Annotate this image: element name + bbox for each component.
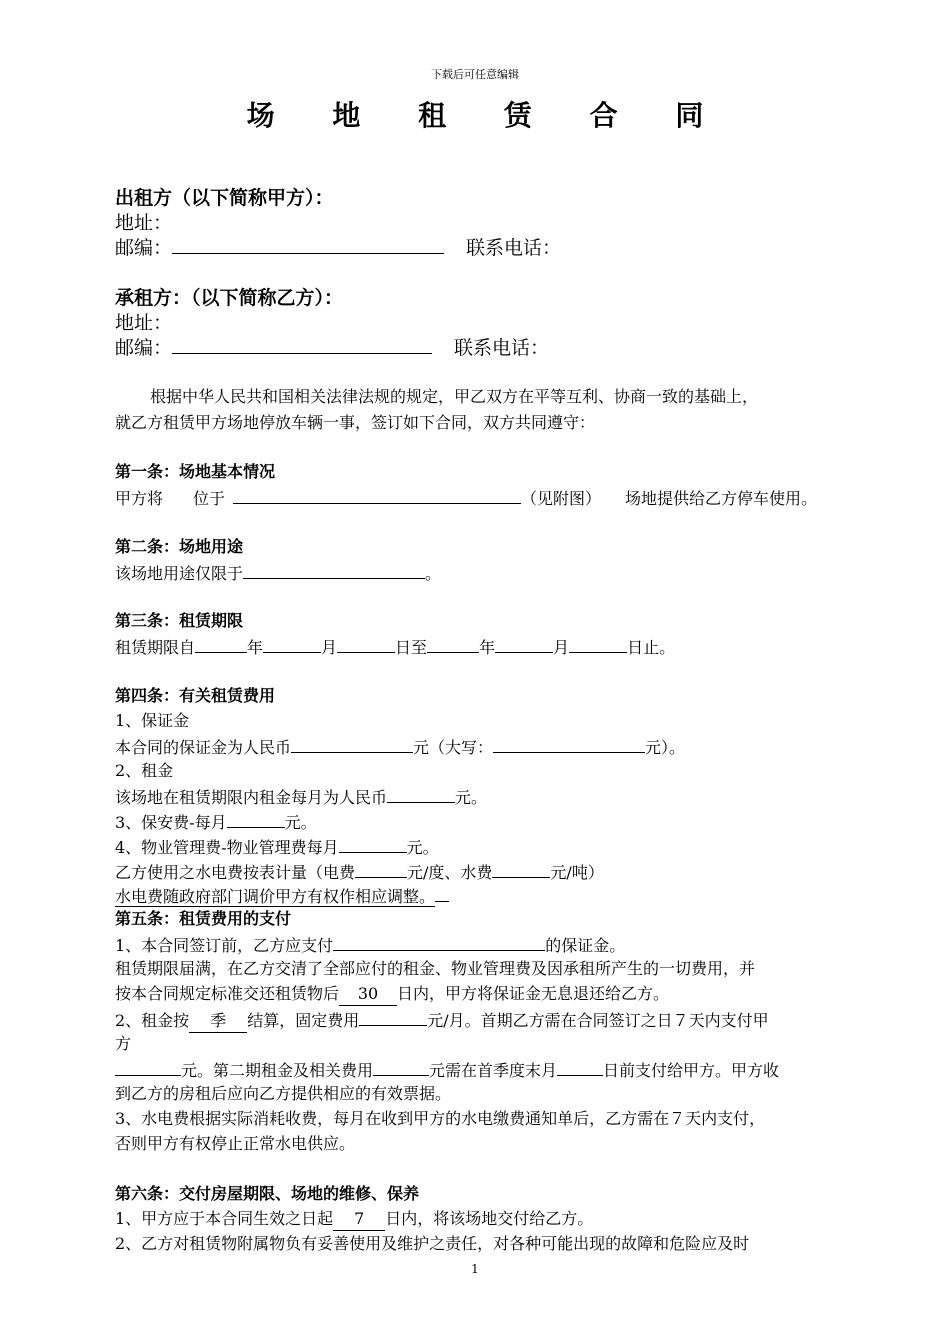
- article-5-line-3: [115, 983, 669, 1006]
- settle-text-a: 2、租金按: [115, 1011, 190, 1030]
- article-5-line-5: 方: [115, 1034, 132, 1053]
- deposit-amount-blank[interactable]: [291, 735, 413, 753]
- deposit-text-c: 元）。: [645, 738, 686, 757]
- lessor-phone-label: 联系电话：: [466, 237, 562, 259]
- day-to-label: 日至: [395, 638, 428, 657]
- utilities-adjust-line: [115, 884, 449, 908]
- payment-day-blank[interactable]: [557, 1058, 603, 1076]
- page-header: 下载后可任意编辑: [431, 68, 519, 81]
- article-5-line-9: 否则甲方有权停止正常水电供应。: [115, 1134, 356, 1153]
- prepay-deposit-blank[interactable]: [333, 933, 545, 951]
- start-day-blank[interactable]: [337, 635, 395, 653]
- lessee-postcode-label: 邮编：: [115, 337, 173, 359]
- lessee-postcode-blank[interactable]: [172, 336, 432, 354]
- month-label-2: 月: [553, 638, 570, 657]
- article-3-heading: 第三条：租赁期限: [115, 611, 244, 630]
- management-fee-blank[interactable]: [339, 835, 407, 853]
- article-5-line-2: 租赁期限届满，在乙方交清了全部应付的租金、物业管理费及因承租所产生的一切费用，并: [115, 959, 756, 978]
- article-6-line-2: 2、乙方对租赁物附属物负有妥善使用及维护之责任，对各种可能出现的故障和危险应及时: [115, 1234, 750, 1253]
- handover-days-value[interactable]: 7: [333, 1208, 385, 1231]
- second-payment-blank[interactable]: [373, 1058, 429, 1076]
- article-3-line: [115, 635, 675, 659]
- end-month-blank[interactable]: [495, 635, 553, 653]
- rent-amount-blank[interactable]: [387, 785, 455, 803]
- term-from-label: 租赁期限自: [115, 638, 196, 657]
- settle-text-c: 元/月。首期乙方需在合同签订之日７天内支付甲: [427, 1011, 769, 1030]
- utilities-text-a: 乙方使用之水电费按表计量（电费: [115, 863, 356, 882]
- article-5-line-6: [115, 1058, 779, 1082]
- utilities-line: [115, 860, 604, 884]
- prepay-text-b: 的保证金。: [545, 936, 626, 955]
- refund-text-b: 日内，甲方将保证金无息退还给乙方。: [397, 984, 670, 1003]
- article-5-line-8: 3、水电费根据实际消耗收费，每月在收到甲方的水电缴费通知单后，乙方需在７天内支付，: [115, 1109, 766, 1128]
- year-label: 年: [247, 638, 264, 657]
- article-6-heading: 第六条：交付房屋期限、场地的维修、保养: [115, 1184, 420, 1203]
- security-fee-blank[interactable]: [227, 810, 285, 828]
- utilities-adjust-text: 水电费随政府部门调价甲方有权作相应调整。: [115, 887, 436, 906]
- article-2-text-b: 。: [425, 564, 442, 583]
- deposit-line: [115, 735, 685, 759]
- utilities-text-c: 元/吨）: [550, 863, 604, 882]
- electricity-price-blank[interactable]: [355, 860, 407, 878]
- article-1-text-a: 甲方将: [115, 489, 164, 508]
- usage-blank[interactable]: [243, 561, 425, 579]
- water-price-blank[interactable]: [492, 860, 550, 878]
- handover-text-b: 日内，将该场地交付给乙方。: [385, 1209, 594, 1228]
- article-4-heading: 第四条：有关租赁费用: [115, 686, 276, 705]
- article-2-text-a: 该场地用途仅限于: [115, 564, 244, 583]
- utilities-text-b: 元/度、水费: [407, 863, 493, 882]
- settle-text-b: 结算，固定费用: [247, 1011, 360, 1030]
- security-fee-text-b: 元。: [284, 813, 317, 832]
- day-end-label: 日止。: [627, 638, 676, 657]
- lessor-heading: 出租方（以下简称甲方）：: [115, 187, 334, 209]
- article-5-heading: 第五条：租赁费用的支付: [115, 909, 292, 928]
- location-blank[interactable]: [233, 486, 521, 504]
- security-fee-text-a: 3、保安费-每月: [115, 813, 227, 832]
- end-year-blank[interactable]: [427, 635, 479, 653]
- lessor-postcode-blank[interactable]: [172, 236, 444, 254]
- article-6-line-1: [115, 1208, 593, 1231]
- lessor-postcode-line: [115, 236, 561, 260]
- rent-text-a: 该场地在租赁期限内租金每月为人民币: [115, 788, 388, 807]
- intro-line-2: 就乙方租赁甲方场地停放车辆一事，签订如下合同，双方共同遵守：: [115, 413, 596, 432]
- lessee-address: 地址：: [115, 312, 173, 334]
- refund-days-value[interactable]: 30: [339, 983, 397, 1006]
- article-2-heading: 第二条：场地用途: [115, 537, 244, 556]
- fixed-fee-blank[interactable]: [359, 1008, 427, 1026]
- second-payment-text-c: 日前支付给甲方。甲方收: [603, 1061, 780, 1080]
- article-5-line-4: [115, 1008, 769, 1033]
- prepay-text-a: 1、本合同签订前，乙方应支付: [115, 936, 334, 955]
- lessor-postcode-label: 邮编：: [115, 237, 173, 259]
- lessee-phone-label: 联系电话：: [454, 337, 550, 359]
- start-year-blank[interactable]: [195, 635, 247, 653]
- security-fee-line: [115, 810, 317, 834]
- intro-line-1: 根据中华人民共和国相关法律法规的规定，甲乙双方在平等互利、协商一致的基础上，: [150, 387, 759, 406]
- deposit-item: 1、保证金: [115, 711, 190, 730]
- document-title: 场 地 租 赁 合 同: [246, 99, 728, 132]
- management-fee-text-b: 元。: [406, 838, 439, 857]
- page-number: 1: [471, 1262, 479, 1276]
- article-1-line: [115, 486, 817, 510]
- deposit-words-blank[interactable]: [493, 735, 645, 753]
- first-payment-blank[interactable]: [115, 1058, 181, 1076]
- rent-text-b: 元。: [455, 788, 488, 807]
- start-month-blank[interactable]: [263, 635, 321, 653]
- settle-period-value[interactable]: 季: [189, 1010, 247, 1033]
- lessee-postcode-line: [115, 336, 549, 360]
- article-1-heading: 第一条：场地基本情况: [115, 462, 276, 481]
- management-fee-line: [115, 835, 439, 859]
- article-1-text-b: 位于: [193, 489, 226, 508]
- article-1-text-c: （见附图）: [521, 489, 602, 508]
- deposit-text-b: 元（大写：: [413, 738, 494, 757]
- article-5-line-7: 到乙方的房租后应向乙方提供相应的有效票据。: [115, 1084, 452, 1103]
- handover-text-a: 1、甲方应于本合同生效之日起: [115, 1209, 334, 1228]
- rent-item: 2、租金: [115, 761, 174, 780]
- month-label: 月: [321, 638, 338, 657]
- article-1-text-d: 场地提供给乙方停车使用。: [625, 489, 818, 508]
- second-payment-text-b: 元需在首季度末月: [429, 1061, 558, 1080]
- end-day-blank[interactable]: [569, 635, 627, 653]
- rent-line: [115, 785, 487, 809]
- second-payment-text-a: 元。第二期租金及相关费用: [181, 1061, 374, 1080]
- lessee-heading: 承租方：（以下简称乙方）：: [115, 287, 344, 309]
- deposit-text-a: 本合同的保证金为人民币: [115, 738, 292, 757]
- refund-text-a: 按本合同规定标准交还租赁物后: [115, 984, 340, 1003]
- article-2-line: [115, 561, 441, 585]
- year-label-2: 年: [479, 638, 496, 657]
- article-5-line-1: [115, 933, 625, 957]
- management-fee-text-a: 4、物业管理费-物业管理费每月: [115, 838, 339, 857]
- lessor-address: 地址：: [115, 212, 173, 234]
